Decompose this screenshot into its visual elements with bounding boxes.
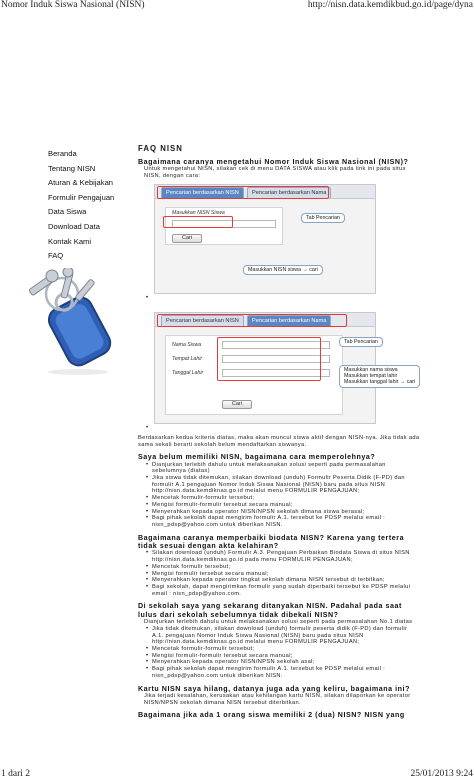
print-footer [0,769,474,781]
faq-content [138,144,420,720]
bullet-marker: • [146,294,149,301]
tanggal-lahir-label: Tanggal Lahir [172,369,204,376]
screenshot-search-by-nisn [154,184,376,294]
tab-highlight-box-2 [157,314,347,327]
search-button-2[interactable]: Cari [222,400,252,409]
list-item: • Mencetak formulir tersebut; [146,564,420,571]
sidebar-item-download-data[interactable]: Download Data [48,221,100,231]
tab-highlight-box [157,186,329,199]
page-title: FAQ NISN [138,144,183,153]
callout-tab-pencarian-2: Tab Pencarian [339,337,383,347]
sidebar-nav [48,147,138,264]
question-4: Di sekolah saya yang sekarang ditanyakan NISN. Padahal pada saat lulus dari sekolah sebelumnya tidak dibekali NISN? [138,602,402,619]
answer-4-list [138,626,420,680]
sidebar-item-kontak-kami[interactable]: Kontak Kami [48,236,92,246]
sidebar-item-formulir-pengajuan[interactable]: Formulir Pengajuan [48,192,115,202]
list-item: • Jika siswa tidak ditemukan, silakan download (unduh) Formulir Peserta Didik (F-PD) dan formulir A.1 pengajuan Nomor Induk Siswa Nasional (NISN) baru pada situs NISN http://nisn.data.kemdiknas.go.id melalui menu FORMULIR PENGAJUAN; [146,475,420,495]
print-header-url: http://nisn.data.kemdikbud.go.id/page/dyna [307,0,473,10]
sidebar-item-aturan-kebijakan[interactable]: Aturan & Kebijakan [48,178,114,188]
screenshot-search-by-nama [154,312,416,424]
bullet-marker-2: • [146,424,149,431]
tab-search-nisn[interactable]: Pencarian berdasarkan NISN [161,187,244,198]
print-header-title: Nomor Induk Siswa Nasional (NISN) [1,0,145,10]
list-item: • Dianjurkan terlebih dahulu untuk melaksanakan solusi seperti pada permasalahan sebelumnya (diatas) [146,462,420,475]
list-item: • Bagi pihak sekolah dapat mengirim formulir A.1. tersebut ke PDSP melalui email : nisn_pdsp@yahoo.com untuk diberikan NISN. [146,515,420,528]
callout-tab-pencarian: Tab Pencarian [301,213,345,223]
list-item: • Menyerahkan kepada operator tingkat sekolah dimana NISN tersebut di terbitkan; [146,577,420,584]
list-item: • Silakan download (unduh) Formulir A.3. Pengajuan Perbaikan Biodata Siswa di situs NISN http://nisn.data.kemdiknas.go.id pada menu FORMULIR PENGAJUAN; [146,550,420,563]
list-item: • Mengisi formulir-formulir tersebut secara manual; [146,653,420,660]
callout-line-nama: Masukkan nama siswa [344,366,398,373]
list-item: • Mencetak formulir-formulir tersebut; [146,495,420,502]
callout-input-nisn: Masukkan NISN siswa → cari [243,265,323,275]
callout-line-tanggal: Masukkan tanggal lahir → cari [344,379,416,386]
question-3: Bagaimana caranya memperbaiki biodata NISN? Karena yang tertera tidak sesuai dengan akta kelahiran? [138,533,405,551]
list-item: • Menyerahkan kepada operator NISN/NPSN sekolah asal; [146,659,420,666]
list-item: • Mengisi formulir-formulir tersebut secara manual; [146,502,420,509]
question-2: Saya belum memiliki NISN, bagaimana cara memperolehnya? [138,453,376,462]
sidebar-item-beranda[interactable]: Beranda [48,149,77,158]
input-highlight-box [163,216,233,228]
answer-5: Jika terjadi kesalahan, kerusakan atau kehilangan kartu NISN, silakan dilaporkan ke operator NISN/NPSN sekolah dimana NISN tersebut diterbitkan. [144,692,411,706]
sidebar-item-data-siswa[interactable]: Data Siswa [48,207,87,217]
tab-search-nisn-2[interactable]: Pencarian berdasarkan NISN [161,315,244,326]
question-6: Bagaimana jika ada 1 orang siswa memiliki 2 (dua) NISN? NISN yang [138,711,405,720]
sidebar-item-faq[interactable]: FAQ [48,251,64,261]
question-1: Bagaimana caranya mengetahui Nomor Induk Siswa Nasional (NISN)? [138,158,409,166]
list-item: • Jika tidak ditemukan, silakan download (unduh) formulir peserta didik (F-PD) dan formulir A.1. pengajuan Nomor Induk Siswa Nasional (NISN) baru pada situs NISN http://nisn.data.kemdiknas.go.id melalui menu FORMULIR PENGAJUAN; [146,626,420,646]
tab-search-nama-2[interactable]: Pencarian berdasarkan Nama [247,315,331,326]
list-item: • Bagi sekolah, dapat mengirimkan formulir yang sudah diperbaiki tersebut ke PDSP melalui email : nisn_pdsp@yahoo.com. [146,584,420,597]
answer-1-intro: Untuk mengetahui NISN, silakan cek di menu DATA SISWA atau klik pada link ini pada situs NISN, dengan cara: [144,166,406,180]
keys-illustration [22,268,134,376]
list-item: • Bagi pihak sekolah dapat mengirim formulir A.1. tersebut ke PDSP melalui email : nisn_pdsp@yahoo.com untuk diberikan NISN. [146,666,420,679]
list-item: • Mencetak formulir-formulir tersebut; [146,646,420,653]
tab-search-nama[interactable]: Pencarian berdasarkan Nama [247,187,331,198]
nisn-label: Masukkan NISN Siswa [172,209,225,216]
answer-2-list [138,462,420,529]
list-item: • Menyerahkan kepada operator NISN/NPSN sekolah dimana siswa berasal; [146,509,420,516]
callout-input-nama [339,365,420,388]
sidebar-item-tentang-nisn[interactable]: Tentang NISN [48,163,96,173]
answer-1-after: Berdasarkan kedua kriteria diatas, maka akan muncul siswa aktif dengan NISN-nya. Jika tidak ada sama sekali berarti sekolah belum mendaftarkan siswanya. [138,434,420,448]
answer-4-intro: Dianjurkan terlebih dahulu untuk melaksanakan solusi seperti pada permasalahan No.1 diatas [144,619,413,626]
list-item: • Mengisi formulir tersebut secara manual; [146,571,420,578]
inputs-highlight-box [217,337,321,381]
page-number: 1 dari 2 [1,769,31,779]
search-button[interactable]: Cari [172,234,202,243]
answer-3-list [138,550,420,597]
nama-label: Nama Siswa [172,341,202,348]
callout-line-tempat: Masukkan tempat lahir [344,373,398,380]
print-datetime: 25/01/2013 9:24 [410,769,473,779]
tempat-lahir-label: Tempat Lahir [172,355,203,362]
print-header [0,0,474,12]
question-5: Kartu NISN saya hilang, datanya juga ada yang keliru, bagaimana ini? [138,684,410,693]
